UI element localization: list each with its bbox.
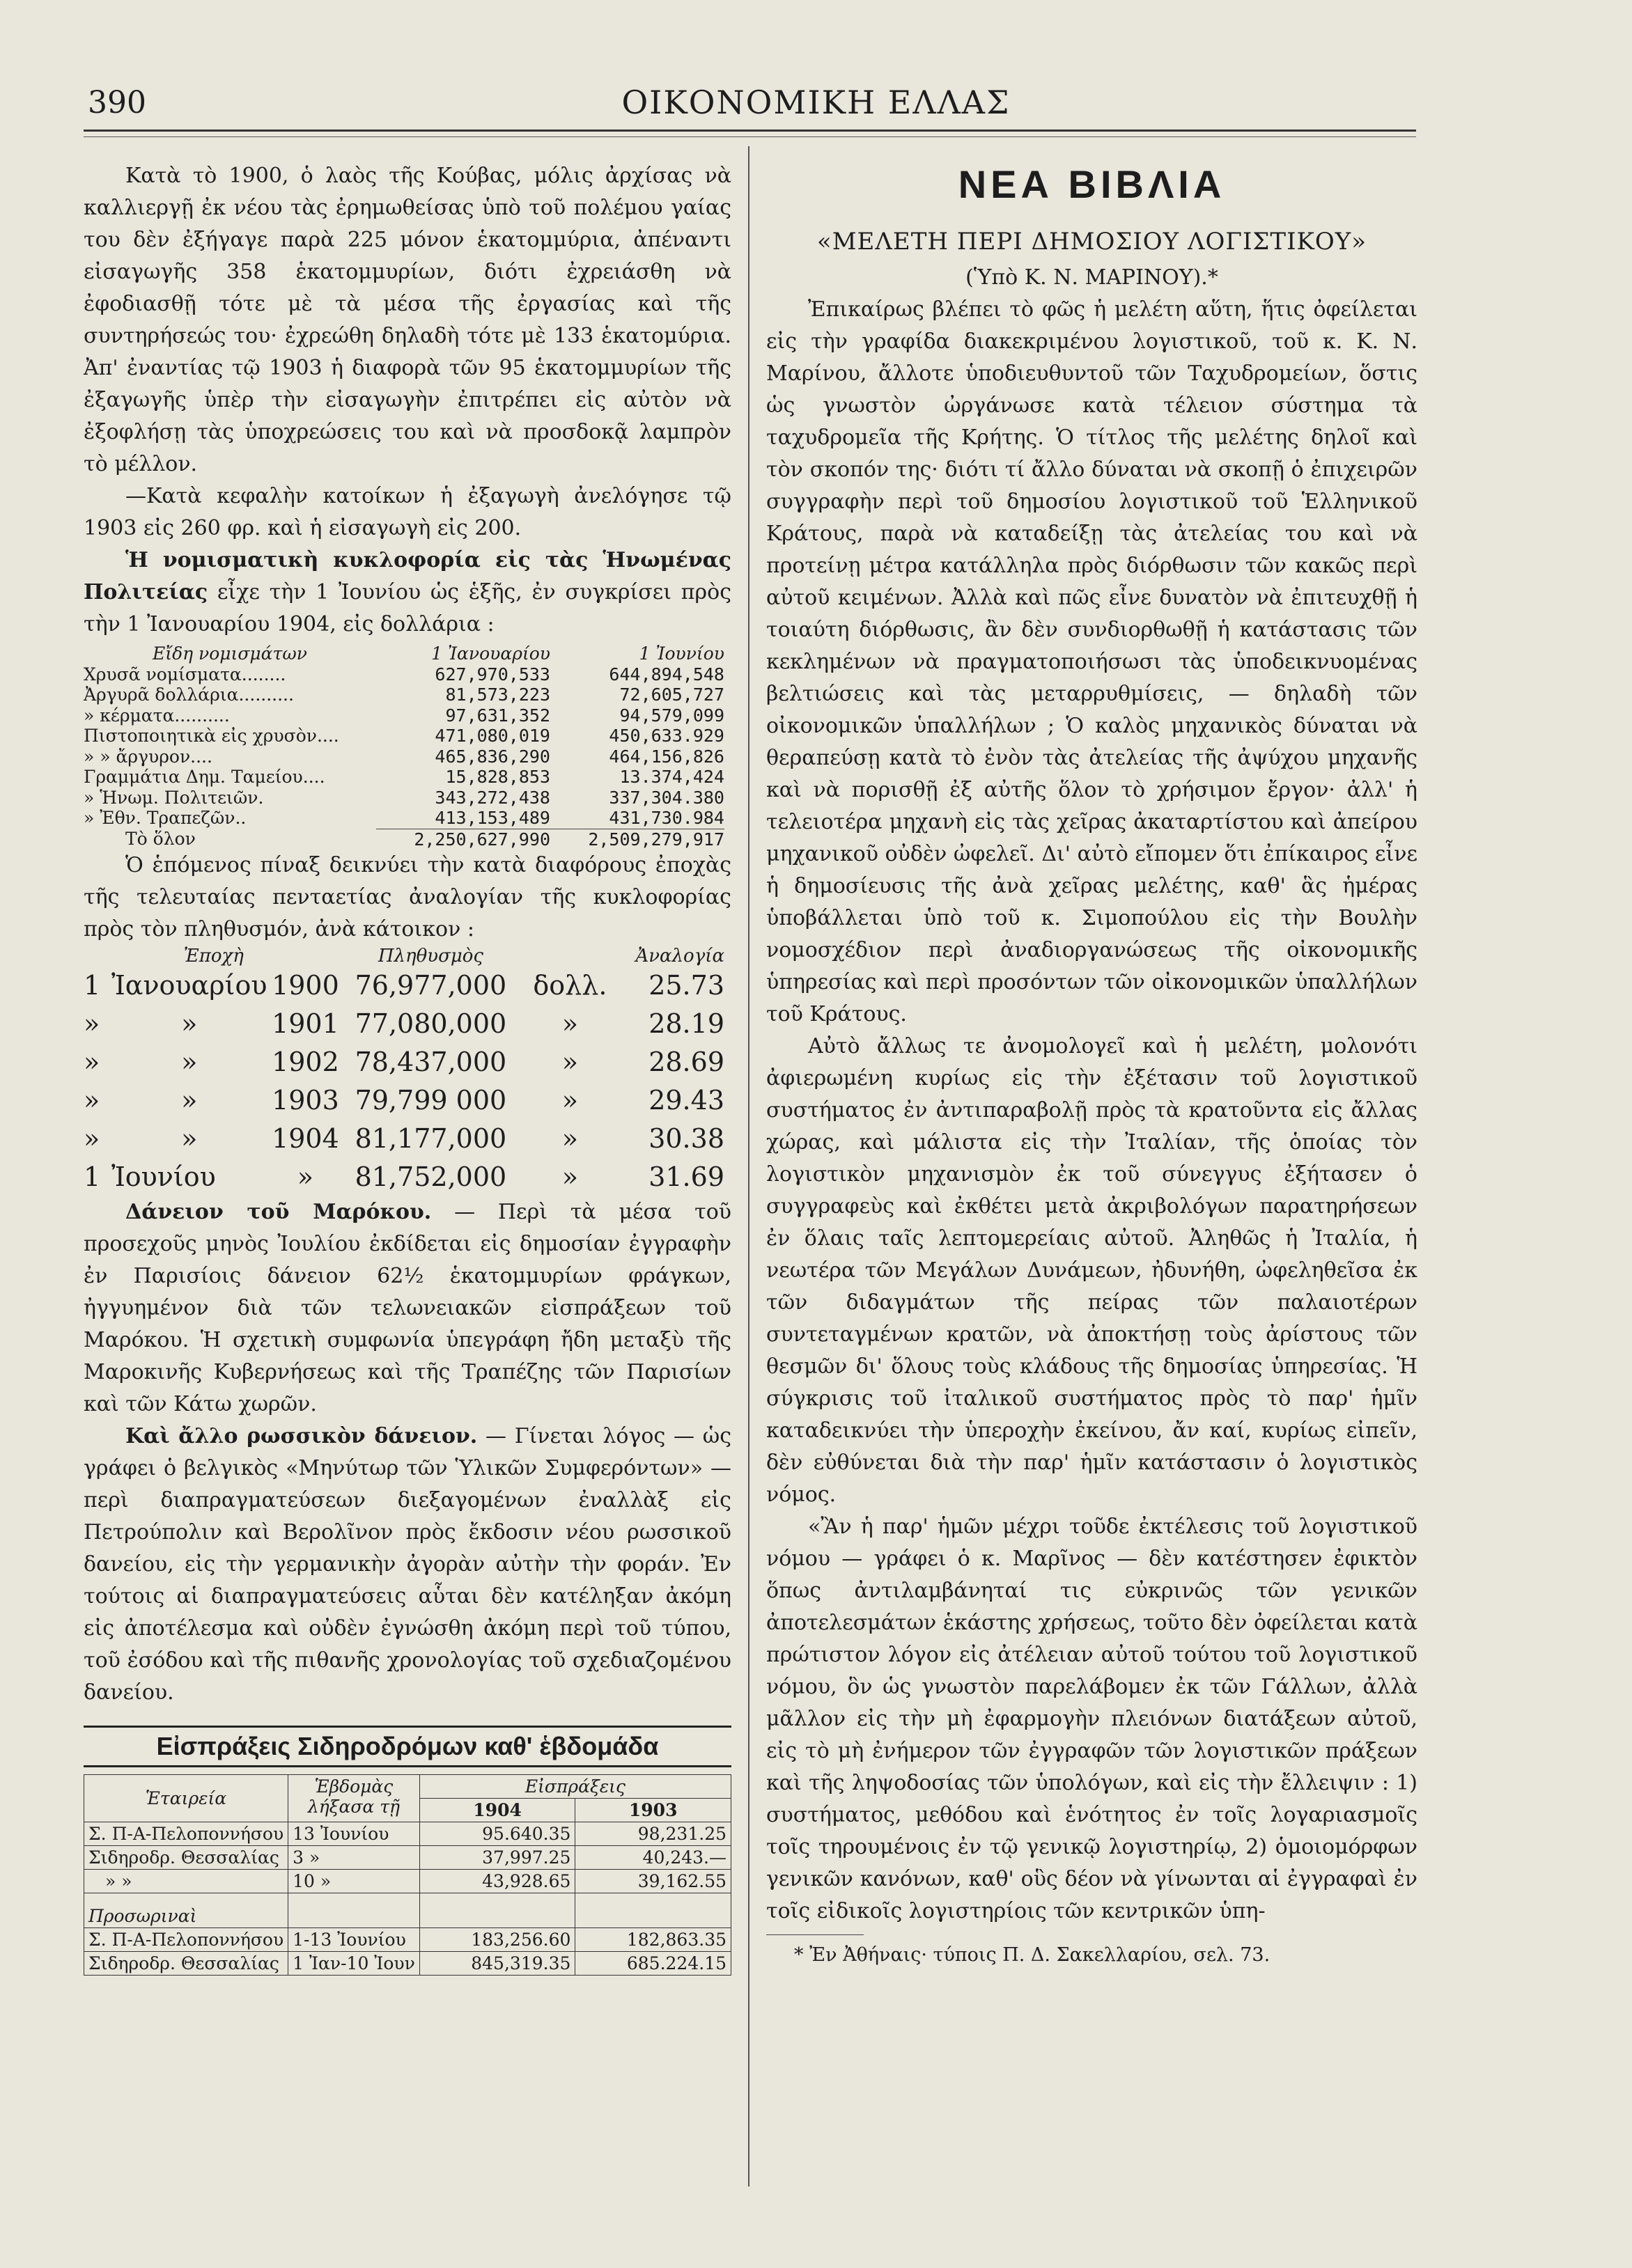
cell: 72,605,727 (619, 685, 724, 705)
cell: 95.640.35 (419, 1822, 575, 1846)
col-company: Ἑταιρεία (84, 1775, 288, 1822)
footnote-rule (766, 1934, 864, 1935)
cell (288, 1893, 420, 1928)
paragraph-table2: Ὁ ἑπόμενος πίναξ δεικνύει τὴν κατὰ διαφόρους ἐποχὰς τῆς τελευταίας πενταετίας ἀναλογίαν τῆς κυκλοφορίας πρὸς τὸν πληθυσμόν, ἀνὰ κάτοικον : (84, 853, 731, 941)
cell: » (84, 1047, 100, 1077)
cell: Πιστοποιητικὰ εἰς χρυσὸν.... (84, 726, 339, 746)
table-row (84, 788, 724, 808)
cell: Ἰανουαρίου (111, 970, 267, 1001)
cell: 30.38 (648, 1123, 724, 1154)
cell: 43,928.65 (419, 1870, 575, 1893)
paragraph-russian-loan (84, 1421, 731, 1709)
table-row (84, 808, 724, 829)
cell: Τὸ ὅλον (125, 829, 196, 850)
morocco-title: Δάνειον τοῦ Μαρόκου. (125, 1200, 432, 1224)
col-kind: Εἴδη νομισμάτων (153, 643, 307, 664)
table-row (84, 705, 724, 726)
currency-table-header (84, 643, 724, 664)
cell: 78,437,000 (355, 1047, 507, 1077)
cell: » (84, 1085, 100, 1116)
circulation-title: Ἡ νομισματικὴ κυκλοφορία εἰς τὰς Ἡνωμένας Πολιτείας (84, 548, 731, 604)
table-row (84, 726, 724, 746)
footnote: * Ἐν Ἀθήναις· τύποις Π. Δ. Σακελλαρίου, σελ. 73. (794, 1944, 1270, 1966)
population-table (84, 946, 724, 1196)
table-row (84, 1120, 724, 1158)
russian-text: — Γίνεται λόγος — ὡς γράφει ὁ βελγικὸς «Μηνύτωρ τῶν Ὑλικῶν Συμφερόντων» — περὶ διαπραγματεύσεων διεξαγομένων ἐναλλὰξ εἰς Πετρούπολιν καὶ Βερολῖνον πρὸς ἔκδοσιν νέου ρωσσικοῦ δανείου, εἰς τὴν γερμανικὴν ἀγορὰν αὐτὴν τὴν φοράν. Ἐν τούτοις αἱ διαπραγματεύσεις αὗται δὲν κατέληξαν ἀκόμη εἰς ἀποτέλεσμα καὶ οὐδὲν ἐγνώσθη ἀκόμη περὶ τοῦ τύπου, τοῦ ἐσόδου καὶ τῆς πιθανῆς χρονολογίας τοῦ σχεδιαζομένου δανείου. (84, 1424, 731, 1705)
cell: 76,977,000 (355, 970, 507, 1001)
table-subheader-row (84, 1893, 731, 1928)
table-row (84, 1005, 724, 1043)
cell: 1 (84, 1162, 101, 1192)
cell: » (181, 1085, 198, 1116)
cell: Γραμμάτια Δημ. Ταμείου.... (84, 767, 325, 787)
table-row (84, 1822, 731, 1846)
paragraph-morocco (84, 1196, 731, 1421)
cell: » Ἡνωμ. Πολιτειῶν. (84, 787, 264, 808)
cell: 81,752,000 (355, 1162, 507, 1192)
review-paragraph-1: Ἐπικαίρως βλέπει τὸ φῶς ἡ μελέτη αὕτη, ἥτις ὀφείλεται εἰς τὴν γραφίδα διακεκριμένου λογιστικοῦ, τοῦ κ. Κ. Ν. Μαρίνου, ἄλλοτε ὑποδιευθυντοῦ τῶν Ταχυδρομείων, ὅστις ὡς γνωστὸν ὠργάνωσε κατὰ τέλειον σύστημα τὰ ταχυδρομεῖα τῆς Κρήτης. Ὁ τίτλος τῆς μελέτης δηλοῖ καὶ τὸν σκοπόν της· διότι τί ἄλλο δύναται νὰ σκοπῇ ὁ ἐπιχειρῶν συγγραφὴν περὶ τοῦ δημοσίου λογιστικοῦ τοῦ Ἑλληνικοῦ Κράτους, παρὰ νὰ καταδείξῃ τὰς ἀτελείας του καὶ νὰ προτείνῃ μέτρα κατάλληλα πρὸς διόρθωσιν τῶν κακῶς περὶ αὐτοῦ κειμένων. Ἀλλὰ καὶ πῶς εἶνε δυνατὸν νὰ ἐπιτευχθῇ ἡ τοιαύτη διόρθωσις, ἂν δὲν συνδιορθωθῇ ἡ κατάστασις τῶν κεκλημένων νὰ πραγματοποιήσωσι τὰς ὑποδεικνυομένας βελτιώσεις καὶ τὰς μεταρρυθμίσεις, — δηλαδὴ τῶν οἰκονομικῶν ὑπαλλήλων ; Ὁ καλὸς μηχανικὸς δύναται νὰ θεραπεύσῃ κατὰ τὸ ἐνὸν τὰς ἀτελείας τῆς ἀψύχου μηχανῆς καὶ νὰ πορισθῇ ἐξ αὐτῆς ὅλον τὸ χρήσιμον ἔργον· ἀλλ' ἡ τελειοτέρα μηχανὴ εἰς τὰς χεῖρας ἀκαταρτίστου καὶ ἀπείρου μηχανικοῦ οὐδὲν ὠφελεῖ. Δι' αὐτὸ εἴπομεν ὅτι ἐπίκαιρος εἶνε ἡ δημοσίευσις τῆς ἀνὰ χεῖρας μελέτης, καθ' ἃς ἡμέρας ὑποβάλλεται ὑπὸ τοῦ κ. Σιμοπούλου εἰς τὴν Βουλὴν νομοσχέδιον περὶ ἀναδιοργανώσεως τῆς οἰκονομικῆς ὑπηρεσίας καὶ περὶ προσόντων τῶν οἰκονομικῶν ὑπαλλήλων τοῦ Κράτους. (766, 297, 1417, 1026)
cell: » κέρματα.......... (84, 705, 230, 726)
cell: Σιδηροδρ. Θεσσαλίας (84, 1846, 288, 1870)
cell: » (561, 1085, 579, 1116)
header-rule (84, 130, 1416, 132)
cell: » Ἐθν. Τραπεζῶν.. (84, 808, 247, 829)
cell: 29.43 (648, 1085, 724, 1116)
right-column (766, 160, 1417, 1971)
table-row (84, 1952, 731, 1976)
table-row (84, 1158, 724, 1196)
cell: » (561, 1123, 579, 1154)
paragraph-circulation (84, 545, 731, 641)
table-row (84, 746, 724, 767)
cell: Χρυσᾶ νομίσματα........ (84, 664, 286, 685)
cell: 465,836,290 (435, 746, 550, 767)
cell: 28.19 (648, 1008, 724, 1039)
cell: » (561, 1162, 579, 1192)
book-title: «ΜΕΛΕΤΗ ΠΕΡΙ ΔΗΜΟΣΙΟΥ ΛΟΓΙΣΤΙΚΟΥ» (816, 228, 1367, 256)
cell (575, 1893, 731, 1928)
cell: 31.69 (648, 1162, 724, 1192)
cell: 15,828,853 (445, 767, 550, 787)
review-paragraph-2: Αὐτὸ ἄλλως τε ἀνομολογεῖ καὶ ἡ μελέτη, μολονότι ἀφιερωμένη κυρίως εἰς τὴν ἐξέτασιν τοῦ λογιστικοῦ συστήματος ἐν ἀντιπαραβολῇ πρὸς τὰ κρατοῦντα εἰς ἄλλας χώρας, καὶ μάλιστα εἰς τὴν Ἰταλίαν, τῆς ὁποίας τὸν λογιστικὸν μηχανισμὸν ἐκ τοῦ σύνεγγυς ἐξήτασεν ὁ συγγραφεὺς καὶ ἐκθέτει μετὰ ἀκριβολόγων παρατηρήσεων ἐν ὅλαις ταῖς λεπτομερείαις αὐτοῦ. Ἀληθῶς ἡ Ἰταλία, ἡ νεωτέρα τῶν Μεγάλων Δυνάμεων, ἠδυνήθη, ὠφεληθεῖσα ἐκ τῶν διδαγμάτων τῆς πείρας τῶν παλαιοτέρων συντεταγμένων κρατῶν, νὰ ἀποκτήσῃ τοὺς ἀρίστους τῶν θεσμῶν δι' ὅλους τοὺς κλάδους τῆς δημοσίας ὑπηρεσίας. Ἡ σύγκρισις τοῦ ἰταλικοῦ συστήματος πρὸς τὸ παρ' ἡμῖν καταδεικνύει τὴν ὑπεροχὴν ἐκείνου, ἄν καί, κυρίως εἰπεῖν, δὲν εὐθύνεται διὰ τὴν παρ' ἡμῖν κατάστασιν ὁ λογιστικὸς νόμος. (766, 1034, 1417, 1507)
table-row (84, 1870, 731, 1893)
col-jun: 1 Ἰουνίου (639, 643, 724, 664)
cell: 1904 (272, 1123, 339, 1154)
cell: Ἰουνίου (111, 1162, 216, 1192)
col-receipts: Εἰσπράξεις (419, 1775, 731, 1799)
cell: 79,799 000 (355, 1085, 507, 1116)
running-title: ΟΙΚΟΝΟΜΙΚΗ ΕΛΛΑΣ (621, 84, 1011, 121)
table-total-row (84, 829, 724, 850)
col-epoch: Ἐποχὴ (183, 946, 244, 967)
cell: 39,162.55 (575, 1870, 731, 1893)
cell: 77,080,000 (355, 1008, 507, 1039)
morocco-text: — Περὶ τὰ μέσα τοῦ προσεχοῦς μηνὸς Ἰουλίου ἐκδίδεται εἰς δημοσίαν ἐγγραφὴν ἐν Παρισίοις δάνειον 62½ ἑκατομμυρίων φράγκων, ἠγγυημένον διὰ τῶν τελωνειακῶν εἰσπράξεων τοῦ Μαρόκου. Ἡ σχετικὴ συμφωνία ὑπεγράφη ἤδη μεταξὺ τῆς Μαροκινῆς Κυβερνήσεως καὶ τῆς Τραπέζης τῶν Παρισίων καὶ τῶν Κάτω χωρῶν. (84, 1200, 732, 1416)
cell: 81,573,223 (445, 685, 550, 705)
cell: 1901 (272, 1008, 339, 1039)
cell: 644,894,548 (609, 664, 724, 685)
left-column (84, 160, 731, 1976)
cell: 98,231.25 (575, 1822, 731, 1846)
cell: 13.374,424 (619, 767, 724, 787)
cell: Σιδηροδρ. Θεσσαλίας (84, 1952, 288, 1976)
cell: 1900 (272, 970, 339, 1001)
book-byline: (Ὑπὸ Κ. Ν. ΜΑΡΙΝΟΥ).* (965, 265, 1218, 290)
cell: » » (84, 1870, 288, 1893)
cell: » » ἄργυρον.... (84, 746, 212, 767)
cell: 471,080,019 (435, 726, 550, 746)
cell: 337,304.380 (609, 787, 724, 808)
table-row (84, 1043, 724, 1081)
cell: 450,633.929 (609, 726, 724, 746)
cell: Σ. Π-Α-Πελοποννήσου (84, 1822, 288, 1846)
cell: 94,579,099 (619, 705, 724, 726)
cell: Ἀργυρᾶ δολλάρια.......... (84, 685, 294, 705)
cell: 413,153,489 (435, 808, 550, 828)
paragraph-per-capita: —Κατὰ κεφαλὴν κατοίκων ἡ ἐξαγωγὴ ἀνελόγησε τῷ 1903 εἰς 260 φρ. καὶ ἡ εἰσαγωγὴ εἰς 200. (84, 484, 731, 540)
cell: 13 Ἰουνίου (288, 1822, 420, 1846)
cell: 97,631,352 (445, 705, 550, 726)
cell: 845,319.35 (419, 1952, 575, 1976)
cell: » (84, 1123, 100, 1154)
cell: 627,970,533 (435, 664, 550, 685)
table-row (84, 767, 724, 788)
table-row (84, 685, 724, 705)
cell: 25.73 (648, 970, 724, 1001)
cell: 431,730.984 (609, 808, 724, 828)
cell: 37,997.25 (419, 1846, 575, 1870)
col-ratio: Ἀναλογία (635, 946, 724, 967)
paragraph-cuba: Κατὰ τὸ 1900, ὁ λαὸς τῆς Κούβας, μόλις ἀρχίσας νὰ καλλιεργῇ ἐκ νέου τὰς ἐρημωθείσας ὑπὸ τοῦ πολέμου γαίας του δὲν ἐξήγαγε παρὰ 225 μόνον ἑκατομμύρια, ἀπέναντι εἰσαγωγῆς 358 ἑκατομμυρίων, διότι ἐχρειάσθη νὰ ἐφοδιασθῇ τότε μὲ τὰ μέσα τῆς ἐργασίας καὶ τῆς συντηρήσεώς του· ἐχρεώθη δηλαδὴ τότε μὲ 133 ἑκατομύρια. Ἀπ' ἐναντίας τῷ 1903 ἡ διαφορὰ τῶν 95 ἑκατομμυρίων τῆς ἐξαγωγῆς ὑπὲρ τὴν εἰσαγωγὴν ἐπιτρέπει εἰς αὐτὸν νὰ ἐξοφλήσῃ τὰς ὑποχρεώσεις του καὶ νὰ προσδοκᾷ λαμπρὸν τὸ μέλλον. (84, 164, 731, 476)
cell: 1 (84, 970, 101, 1001)
cell: δολλ. (533, 970, 607, 1001)
railway-header-row (84, 1775, 731, 1799)
section-heading: ΝΕΑ ΒΙΒΛΙΑ (958, 162, 1226, 206)
cell: 10 » (288, 1870, 420, 1893)
cell: Προσωριναὶ (84, 1893, 288, 1928)
circulation-text: εἶχε τὴν 1 Ἰουνίου ὡς ἑξῆς, ἐν συγκρίσει πρὸς τὴν 1 Ἰανουαρίου 1904, εἰς δολλάρια : (84, 580, 731, 636)
cell: » (297, 1162, 314, 1192)
table-row (84, 1081, 724, 1120)
cell: 1903 (272, 1085, 339, 1116)
cell: » (181, 1047, 198, 1077)
cell: 3 » (288, 1846, 420, 1870)
page-number: 390 (88, 85, 146, 120)
cell (419, 1893, 575, 1928)
cell: 183,256.60 (419, 1928, 575, 1952)
cell: 1-13 Ἰουνίου (288, 1928, 420, 1952)
cell: 464,156,826 (609, 746, 724, 767)
cell: 1902 (272, 1047, 339, 1077)
cell: Σ. Π-Α-Πελοποννήσου (84, 1928, 288, 1952)
table-row (84, 967, 724, 1005)
cell: » (84, 1008, 100, 1039)
table-row (84, 1846, 731, 1870)
railway-table (84, 1774, 731, 1976)
russian-title: Καὶ ἄλλο ρωσσικὸν δάνειον. (125, 1424, 478, 1448)
cell: 343,272,438 (435, 787, 550, 808)
col-1903: 1903 (575, 1799, 731, 1822)
cell: 182,863.35 (575, 1928, 731, 1952)
cell: » (561, 1047, 579, 1077)
cell: 2,509,279,917 (550, 829, 724, 850)
currency-table (84, 643, 724, 850)
cell: 28.69 (648, 1047, 724, 1077)
cell: » (561, 1008, 579, 1039)
column-divider (748, 146, 749, 2187)
cell: 1 Ἰαν-10 Ἰουν (288, 1952, 420, 1976)
col-week: Ἑβδομὰς λήξασα τῇ (288, 1775, 420, 1822)
cell: » (181, 1123, 198, 1154)
table-row (84, 664, 724, 685)
population-table-header (84, 946, 724, 967)
col-jan: 1 Ἰανουαρίου (431, 643, 550, 664)
cell: » (181, 1008, 198, 1039)
col-1904: 1904 (419, 1799, 575, 1822)
cell: 81,177,000 (355, 1123, 507, 1154)
table-row (84, 1928, 731, 1952)
railway-table-title: Εἰσπράξεις Σιδηροδρόμων καθ' ἑβδομάδα (84, 1726, 731, 1767)
cell: 2,250,627,990 (376, 829, 550, 850)
col-population: Πληθυσμὸς (378, 946, 483, 967)
header-rule-thin (84, 136, 1416, 137)
review-paragraph-3: «Ἂν ἡ παρ' ἡμῶν μέχρι τοῦδε ἐκτέλεσις τοῦ λογιστικοῦ νόμου — γράφει ὁ κ. Μαρῖνος — δὲν κατέστησεν ἐφικτὸν ὅπως ἀντιλαμβάνηταί τις εὐκρινῶς τῶν γενικῶν ἀποτελεσμάτων ἑκάστης χρήσεως, τοῦτο δὲν ὀφείλεται κατὰ πρώτιστον λόγον εἰς ἀτέλειαν αὐτοῦ τούτου τοῦ λογιστικοῦ νόμου, ὃν ὡς γνωστὸν παρελάβομεν ἐκ τῶν Γάλλων, ἀλλὰ μᾶλλον εἰς τὴν μὴ ἐφαρμογὴν πλειόνων διατάξεων αὐτοῦ, εἰς τὸ μὴ ἐνήμερον τῶν ἐγγραφῶν τῶν λογιστικῶν πράξεων καὶ τῆς ληψοδοσίας τῶν ὑπολόγων, καὶ εἰς τὴν ἔλλειψιν : 1) συστήματος, μεθόδου καὶ ἑνότητος ἐν τοῖς λογαριασμοῖς τοῖς τηρουμένοις ἐν τῷ γενικῷ λογιστηρίῳ, 2) ὁμοιομόρφων γενικῶν κανόνων, καθ' οὓς δέον νὰ γίνωνται αἱ ἐγγραφαὶ ἐν τοῖς εἰδικοῖς λογιστηρίοις τῶν κεντρικῶν ὑπη- (766, 1515, 1417, 1923)
cell: 685.224.15 (575, 1952, 731, 1976)
cell: 40,243.— (575, 1846, 731, 1870)
